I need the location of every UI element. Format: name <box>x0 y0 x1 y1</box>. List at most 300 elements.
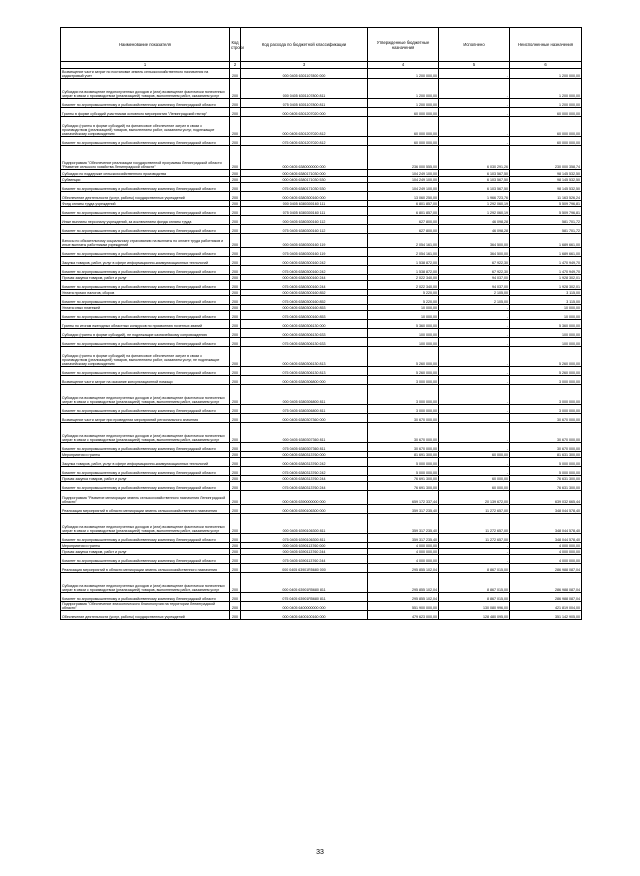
row-executed-amount: - <box>439 376 510 385</box>
row-classification-code: 075 0405 6301107800 811 <box>241 99 368 108</box>
column-number: 2 <box>230 62 241 69</box>
row-remaining-amount: 1 200 000,00 <box>510 99 582 108</box>
row-line-code: 200 <box>230 192 241 201</box>
row-line-code: 200 <box>230 549 241 555</box>
row-remaining-amount: 3 115,00 <box>510 296 582 305</box>
row-classification-code: 075 0405 6390113760 244 <box>241 555 368 564</box>
row-executed-amount: 364 500,00 <box>439 234 510 248</box>
row-line-code: 200 <box>230 177 241 183</box>
row-classification-code: 000 0405 6380000000 000 <box>241 146 368 170</box>
row-indicator-name: Возмещение части затрат при проведении мероприятий регионального значения <box>61 414 230 423</box>
row-executed-amount: - <box>439 405 510 414</box>
row-line-code: 200 <box>230 108 241 117</box>
row-classification-code: 000 0405 6390113760 244 <box>241 549 368 555</box>
row-approved-amount: 30 670 000,00 <box>368 443 439 452</box>
row-approved-amount: 6 801 857,00 <box>368 201 439 207</box>
row-indicator-name: Комитет по агропромышленному и рыбохозяйственному комплексу Ленинградской области <box>61 311 230 320</box>
row-remaining-amount: 1 928 302,01 <box>510 281 582 290</box>
table-row <box>61 99 582 108</box>
row-approved-amount: 659 172 337,44 <box>368 491 439 505</box>
row-approved-amount: 5 000 000,00 <box>368 458 439 467</box>
row-line-code: 200 <box>230 183 241 192</box>
row-indicator-name: Субсидии на возмещение недополученных доходов и (или) возмещение фактически понесенных затрат в связи с производством (реализацией) товаров, выполнением работ, оказанием услуг <box>61 79 230 99</box>
table-row <box>61 602 582 611</box>
row-classification-code: 000 0405 6380300160 111 <box>241 201 368 207</box>
table-row <box>61 376 582 385</box>
row-line-code: 200 <box>230 385 241 405</box>
row-remaining-amount: 76 631 300,00 <box>510 482 582 491</box>
row-approved-amount: 2 054 161,00 <box>368 248 439 257</box>
row-classification-code: 075 0405 6380300160 853 <box>241 311 368 320</box>
table-row <box>61 296 582 305</box>
row-executed-amount: 11 272 657,00 <box>439 534 510 543</box>
row-indicator-name: Гранты в форме субсидий участникам основного мероприятия "Ленинградский гектар" <box>61 108 230 117</box>
row-classification-code: 000 0405 6301207020 000 <box>241 108 368 117</box>
table-row <box>61 555 582 564</box>
row-remaining-amount: 30 670 000,00 <box>510 423 582 443</box>
row-classification-code: 075 0405 6380306130 813 <box>241 367 368 376</box>
row-remaining-amount: 4 000 000,00 <box>510 555 582 564</box>
row-approved-amount: 236 000 555,00 <box>368 146 439 170</box>
row-classification-code: 000 0405 6380313760 000 <box>241 452 368 458</box>
table-row <box>61 79 582 99</box>
row-classification-code: 000 0405 6380300160 242 <box>241 257 368 266</box>
row-indicator-name: Субвенции <box>61 177 230 183</box>
row-indicator-name: Гранты по итогам ежегодных областных конкурсов по присвоению почетных званий <box>61 320 230 329</box>
row-line-code: 200 <box>230 611 241 620</box>
row-indicator-name: Комитет по агропромышленному и рыбохозяйственному комплексу Ленинградской области <box>61 266 230 275</box>
row-approved-amount: 627 800,00 <box>368 225 439 234</box>
row-line-code: 200 <box>230 305 241 311</box>
row-classification-code: 000 0405 6380313760 244 <box>241 476 368 482</box>
table-row <box>61 505 582 514</box>
table-row <box>61 281 582 290</box>
row-remaining-amount: 30 670 000,00 <box>510 443 582 452</box>
row-executed-amount: - <box>439 458 510 467</box>
row-executed-amount: 2 105,00 <box>439 296 510 305</box>
table-row <box>61 320 582 329</box>
row-remaining-amount: 581 701,72 <box>510 225 582 234</box>
row-approved-amount: 104 249 100,00 <box>368 170 439 177</box>
row-classification-code: 000 0405 6390106300 811 <box>241 514 368 534</box>
row-line-code: 200 <box>230 405 241 414</box>
column-number: 6 <box>510 62 582 69</box>
row-remaining-amount: 348 044 578,40 <box>510 514 582 534</box>
row-remaining-amount: 81 631 300,00 <box>510 452 582 458</box>
row-indicator-name: Комитет по агропромышленному и рыбохозяйственному комплексу Ленинградской области <box>61 296 230 305</box>
row-approved-amount: 6 801 857,00 <box>368 207 439 216</box>
row-line-code: 200 <box>230 514 241 534</box>
row-remaining-amount: 286 988 087,04 <box>510 564 582 573</box>
row-approved-amount: 76 691 300,00 <box>368 476 439 482</box>
row-remaining-amount: 1 200 000,00 <box>510 69 582 79</box>
row-executed-amount: 6 103 567,50 <box>439 170 510 177</box>
row-approved-amount: 3 000 000,00 <box>368 385 439 405</box>
budget-execution-table <box>60 27 582 620</box>
row-indicator-name: Уплата иных платежей <box>61 305 230 311</box>
row-indicator-name: Прочая закупка товаров, работ и услуг <box>61 549 230 555</box>
column-number: 1 <box>61 62 230 69</box>
row-executed-amount: 130 080 996,00 <box>439 602 510 611</box>
row-classification-code: 075 0405 6380300160 112 <box>241 225 368 234</box>
row-approved-amount: 359 317 235,40 <box>368 514 439 534</box>
row-remaining-amount: 11 163 526,24 <box>510 192 582 201</box>
row-approved-amount: 5 260 000,00 <box>368 367 439 376</box>
table-row <box>61 207 582 216</box>
row-remaining-amount: 5 509 796,81 <box>510 201 582 207</box>
row-approved-amount: 5 260 000,00 <box>368 347 439 367</box>
row-indicator-name: Комитет по агропромышленному и рыбохозяйственному комплексу Ленинградской области <box>61 482 230 491</box>
row-classification-code: 000 0405 6400000000 000 <box>241 602 368 611</box>
row-remaining-amount: 3 000 000,00 <box>510 385 582 405</box>
row-indicator-name: Закупка товаров, работ, услуг в сфере информационно-коммуникационных технологий <box>61 458 230 467</box>
row-classification-code: 000 0405 6301207020 812 <box>241 117 368 137</box>
row-remaining-amount: 60 000 000,00 <box>510 108 582 117</box>
row-remaining-amount: 1 470 949,70 <box>510 257 582 266</box>
row-line-code: 200 <box>230 207 241 216</box>
row-indicator-name: Комитет по агропромышленному и рыбохозяйственному комплексу Ленинградской области <box>61 405 230 414</box>
row-approved-amount: 5 000 000,00 <box>368 467 439 476</box>
row-line-code: 200 <box>230 296 241 305</box>
header-executed: Исполнено <box>439 28 510 62</box>
row-executed-amount: - <box>439 385 510 405</box>
row-remaining-amount: 5 509 796,81 <box>510 207 582 216</box>
table-row <box>61 443 582 452</box>
row-remaining-amount: 5 260 000,00 <box>510 347 582 367</box>
row-classification-code: 000 0405 6301107800 811 <box>241 79 368 99</box>
row-executed-amount: - <box>439 305 510 311</box>
row-approved-amount: 359 317 235,40 <box>368 505 439 514</box>
row-remaining-amount: 4 000 000,00 <box>510 543 582 549</box>
table-row <box>61 216 582 225</box>
row-approved-amount: 479 623 000,00 <box>368 611 439 620</box>
row-classification-code: 000 0405 6380307360 000 <box>241 414 368 423</box>
row-approved-amount: 1 200 000,00 <box>368 79 439 99</box>
row-line-code: 200 <box>230 593 241 602</box>
row-classification-code: 000 0405 6380300160 853 <box>241 305 368 311</box>
row-approved-amount: 100 000,00 <box>368 329 439 338</box>
row-line-code: 200 <box>230 452 241 458</box>
row-remaining-amount: 60 000 000,00 <box>510 117 582 137</box>
header-line-code: Код строки <box>230 28 241 62</box>
row-approved-amount: 76 691 300,00 <box>368 482 439 491</box>
row-executed-amount: - <box>439 549 510 555</box>
row-approved-amount: 5 220,00 <box>368 296 439 305</box>
row-executed-amount: 60 000,00 <box>439 476 510 482</box>
row-classification-code: 000 0405 6380306130 813 <box>241 347 368 367</box>
row-approved-amount: 10 000,00 <box>368 311 439 320</box>
row-line-code: 200 <box>230 491 241 505</box>
row-indicator-name: Закупка товаров, работ, услуг в сфере информационно-коммуникационных технологий <box>61 257 230 266</box>
row-indicator-name: Комитет по агропромышленному и рыбохозяйственному комплексу Ленинградской области <box>61 225 230 234</box>
row-line-code: 200 <box>230 79 241 99</box>
table-row <box>61 257 582 266</box>
row-approved-amount: 10 000,00 <box>368 305 439 311</box>
row-remaining-amount: 3 000 000,00 <box>510 405 582 414</box>
row-executed-amount: - <box>439 443 510 452</box>
row-executed-amount: - <box>439 467 510 476</box>
row-remaining-amount: 3 000 000,00 <box>510 376 582 385</box>
row-line-code: 200 <box>230 414 241 423</box>
row-classification-code: 075 0405 6390106300 811 <box>241 534 368 543</box>
row-classification-code: 075 0405 6380300160 244 <box>241 281 368 290</box>
table-row <box>61 385 582 405</box>
row-classification-code: 000 0405 6380300160 852 <box>241 290 368 296</box>
row-executed-amount: 11 272 657,00 <box>439 514 510 534</box>
row-classification-code: 000 0405 63901R5680 811 <box>241 573 368 593</box>
row-classification-code: 000 0405 6301107800 000 <box>241 69 368 79</box>
row-line-code: 200 <box>230 458 241 467</box>
row-approved-amount: 4 000 000,00 <box>368 543 439 549</box>
row-indicator-name: Комитет по агропромышленному и рыбохозяйственному комплексу Ленинградской области <box>61 338 230 347</box>
row-approved-amount: 2 054 161,00 <box>368 234 439 248</box>
table-row <box>61 467 582 476</box>
row-executed-amount: 67 922,30 <box>439 257 510 266</box>
row-executed-amount: 94 037,00 <box>439 275 510 281</box>
row-approved-amount: 5 220,00 <box>368 290 439 296</box>
row-executed-amount: 128 480 095,00 <box>439 611 510 620</box>
row-remaining-amount: 348 044 578,40 <box>510 505 582 514</box>
row-indicator-name: Комитет по агропромышленному и рыбохозяйственному комплексу Ленинградской области <box>61 281 230 290</box>
row-indicator-name: Субсидии на возмещение недополученных доходов и (или) возмещение фактически понесенных затрат в связи с производством (реализацией) товаров, выполнением работ, оказанием услуг <box>61 514 230 534</box>
table-row <box>61 458 582 467</box>
row-line-code: 200 <box>230 69 241 79</box>
row-executed-amount: 1 966 723,76 <box>439 192 510 201</box>
row-classification-code: 000 0405 6390106300 000 <box>241 505 368 514</box>
row-line-code: 200 <box>230 347 241 367</box>
row-remaining-amount: 100 000,00 <box>510 338 582 347</box>
row-executed-amount: - <box>439 137 510 146</box>
row-executed-amount: 2 105,00 <box>439 290 510 296</box>
header-approved: Утвержденные бюджетные назначения <box>368 28 439 62</box>
table-row <box>61 248 582 257</box>
row-approved-amount: 2 022 340,00 <box>368 275 439 281</box>
row-indicator-name: Обеспечение деятельности (услуг, работы) государственных учреждений <box>61 192 230 201</box>
row-classification-code: 000 0405 6380300160 244 <box>241 275 368 281</box>
row-remaining-amount: 5 360 000,00 <box>510 320 582 329</box>
row-remaining-amount: 98 145 532,50 <box>510 183 582 192</box>
header-indicator-name: Наименование показателя <box>61 28 230 62</box>
row-classification-code: 000 0405 6380300160 112 <box>241 216 368 225</box>
row-line-code: 200 <box>230 423 241 443</box>
row-approved-amount: 30 670 000,00 <box>368 423 439 443</box>
row-executed-amount: 60 000,00 <box>439 482 510 491</box>
row-indicator-name: Комитет по агропромышленному и рыбохозяйственному комплексу Ленинградской области <box>61 555 230 564</box>
row-remaining-amount: 421 819 004,00 <box>510 602 582 611</box>
page-number: 33 <box>316 849 324 856</box>
row-executed-amount: - <box>439 117 510 137</box>
row-indicator-name: Субсидии на возмещение недополученных доходов и (или) возмещение фактически понесенных затрат в связи с производством (реализацией) товаров, выполнением работ, оказанием услуг <box>61 385 230 405</box>
row-remaining-amount: 348 044 578,40 <box>510 534 582 543</box>
row-classification-code: 000 0405 6380313760 242 <box>241 458 368 467</box>
row-classification-code: 075 0405 6380171030 530 <box>241 183 368 192</box>
row-remaining-amount: 30 670 000,00 <box>510 414 582 423</box>
row-indicator-name: Субсидии по поддержке сельскохозяйственного производства <box>61 170 230 177</box>
row-line-code: 200 <box>230 543 241 549</box>
column-number: 3 <box>241 62 368 69</box>
row-classification-code: 075 0405 6380313760 244 <box>241 482 368 491</box>
row-line-code: 200 <box>230 266 241 275</box>
row-executed-amount: - <box>439 79 510 99</box>
table-row <box>61 347 582 367</box>
table-row <box>61 234 582 248</box>
table-row <box>61 491 582 505</box>
row-executed-amount: 1 292 060,19 <box>439 201 510 207</box>
row-indicator-name: Комитет по агропромышленному и рыбохозяйственному комплексу Ленинградской области <box>61 207 230 216</box>
row-executed-amount: - <box>439 414 510 423</box>
row-approved-amount: 60 000 000,00 <box>368 137 439 146</box>
table-row <box>61 482 582 491</box>
row-approved-amount: 81 691 300,00 <box>368 452 439 458</box>
row-classification-code: 000 0405 6380171030 530 <box>241 177 368 183</box>
row-line-code: 200 <box>230 257 241 266</box>
row-executed-amount: 11 272 657,00 <box>439 505 510 514</box>
row-line-code: 200 <box>230 146 241 170</box>
table-row <box>61 611 582 620</box>
row-remaining-amount: 230 000 358,74 <box>510 146 582 170</box>
row-remaining-amount: 1 689 661,00 <box>510 248 582 257</box>
row-line-code: 200 <box>230 234 241 248</box>
row-line-code: 200 <box>230 564 241 573</box>
row-line-code: 200 <box>230 443 241 452</box>
row-executed-amount: 46 098,28 <box>439 216 510 225</box>
row-classification-code: 075 0405 6380306130 633 <box>241 338 368 347</box>
row-classification-code: 000 0405 6380306800 000 <box>241 376 368 385</box>
row-remaining-amount: 3 115,00 <box>510 290 582 296</box>
row-approved-amount: 30 670 000,00 <box>368 414 439 423</box>
row-remaining-amount: 5 260 000,00 <box>510 367 582 376</box>
row-line-code: 200 <box>230 320 241 329</box>
table-row <box>61 146 582 170</box>
row-executed-amount: - <box>439 311 510 320</box>
table-body <box>61 69 582 620</box>
row-approved-amount: 60 000 000,00 <box>368 108 439 117</box>
row-executed-amount: - <box>439 543 510 549</box>
row-classification-code: 075 0405 6380300160 111 <box>241 207 368 216</box>
row-line-code: 200 <box>230 248 241 257</box>
row-approved-amount: 4 000 000,00 <box>368 555 439 564</box>
row-remaining-amount: 639 032 665,44 <box>510 491 582 505</box>
row-remaining-amount: 351 142 905,00 <box>510 611 582 620</box>
row-remaining-amount: 4 000 000,00 <box>510 549 582 555</box>
row-indicator-name: Реализация мероприятий в области мелиорации земель сельскохозяйственного назначения <box>61 564 230 573</box>
row-remaining-amount: 1 470 949,70 <box>510 266 582 275</box>
header-classification-code: Код расхода по бюджетной классификации <box>241 28 368 62</box>
row-remaining-amount: 98 145 532,50 <box>510 177 582 183</box>
row-classification-code: 000 0405 6390000000 000 <box>241 491 368 505</box>
row-classification-code: 075 0405 6380300160 119 <box>241 248 368 257</box>
row-line-code: 200 <box>230 281 241 290</box>
table-row <box>61 414 582 423</box>
row-executed-amount: 8 867 015,00 <box>439 593 510 602</box>
table-row <box>61 534 582 543</box>
table-header-row <box>61 28 582 62</box>
table-row <box>61 514 582 534</box>
row-indicator-name: Комитет по агропромышленному и рыбохозяйственному комплексу Ленинградской области <box>61 467 230 476</box>
row-line-code: 200 <box>230 476 241 482</box>
row-executed-amount: - <box>439 320 510 329</box>
row-executed-amount: 6 030 291,26 <box>439 146 510 170</box>
row-approved-amount: 295 855 102,04 <box>368 564 439 573</box>
row-approved-amount: 1 200 000,00 <box>368 69 439 79</box>
row-approved-amount: 100 000,00 <box>368 338 439 347</box>
row-indicator-name: Подпрограмма "Обеспечение реализации государственной программы Ленинградской области "Развитие сельского хозяйства Ленинградской области" <box>61 146 230 170</box>
column-number-row <box>61 62 582 69</box>
row-classification-code: 075 0405 63901R5680 811 <box>241 593 368 602</box>
header-remaining: Неисполненные назначения <box>510 28 582 62</box>
row-executed-amount: 94 037,00 <box>439 281 510 290</box>
row-executed-amount: - <box>439 347 510 367</box>
row-executed-amount: 6 103 567,50 <box>439 177 510 183</box>
row-remaining-amount: 100 000,00 <box>510 329 582 338</box>
row-line-code: 200 <box>230 201 241 207</box>
row-remaining-amount: 1 928 302,01 <box>510 275 582 281</box>
row-indicator-name: Подпрограмма "Обеспечение эпизоотического благополучия на территории Ленинградской области" <box>61 602 230 611</box>
table-row <box>61 593 582 602</box>
row-indicator-name: Взносы по обязательному социальному страхованию на выплаты по оплате труда работников и иные выплаты работникам учреждений <box>61 234 230 248</box>
row-classification-code: 000 0405 6390113760 000 <box>241 543 368 549</box>
table-row <box>61 69 582 79</box>
row-line-code: 200 <box>230 216 241 225</box>
row-classification-code: 075 0405 6380306800 811 <box>241 405 368 414</box>
row-approved-amount: 5 360 000,00 <box>368 320 439 329</box>
row-classification-code: 075 0405 6380307360 811 <box>241 443 368 452</box>
row-classification-code: 075 0405 6380313760 242 <box>241 467 368 476</box>
table-row <box>61 192 582 201</box>
row-approved-amount: 104 249 100,00 <box>368 177 439 183</box>
row-approved-amount: 13 060 250,00 <box>368 192 439 201</box>
row-remaining-amount: 10 000,00 <box>510 305 582 311</box>
row-indicator-name: Прочая закупка товаров, работ и услуг <box>61 476 230 482</box>
row-executed-amount: - <box>439 329 510 338</box>
row-indicator-name: Мероприятия и гранты <box>61 543 230 549</box>
row-indicator-name: Субсидии на возмещение недополученных доходов и (или) возмещение фактически понесенных затрат в связи с производством (реализацией) товаров, выполнением работ, оказанием услуг <box>61 423 230 443</box>
row-indicator-name: Иные выплаты персоналу учреждений, за исключением фонда оплаты труда <box>61 216 230 225</box>
row-indicator-name: Фонд оплаты труда учреждений <box>61 201 230 207</box>
row-indicator-name: Субсидии (гранты в форме субсидий) на финансовое обеспечение затрат в связи с производством (реализацией) товаров, выполнением работ, оказанием услуг, не подлежащие казначейскому сопровождению <box>61 347 230 367</box>
row-indicator-name: Возмещение части затрат по постановке земель сельскохозяйственного назначения на кадастровый учет <box>61 69 230 79</box>
row-executed-amount: 6 103 567,50 <box>439 183 510 192</box>
row-approved-amount: 3 000 000,00 <box>368 376 439 385</box>
table-row <box>61 117 582 137</box>
row-executed-amount: 364 500,00 <box>439 248 510 257</box>
row-approved-amount: 60 000 000,00 <box>368 117 439 137</box>
row-classification-code: 000 0405 6400100160 000 <box>241 611 368 620</box>
row-classification-code: 000 0405 6380306800 811 <box>241 385 368 405</box>
table-row <box>61 311 582 320</box>
row-classification-code: 000 0405 6380306130 633 <box>241 329 368 338</box>
row-classification-code: 000 0405 6380300160 119 <box>241 234 368 248</box>
row-remaining-amount: 581 701,72 <box>510 216 582 225</box>
row-line-code: 200 <box>230 534 241 543</box>
row-executed-amount: - <box>439 69 510 79</box>
row-indicator-name: Субсидии (гранты в форме субсидий) на финансовое обеспечение затрат в связи с производством (реализацией) товаров, выполнением работ, оказанием услуг, подлежащие казначейскому сопровождению <box>61 117 230 137</box>
table-row <box>61 405 582 414</box>
row-remaining-amount: 286 988 087,04 <box>510 593 582 602</box>
table-row <box>61 423 582 443</box>
row-approved-amount: 4 000 000,00 <box>368 549 439 555</box>
row-executed-amount: 60 000,00 <box>439 452 510 458</box>
row-line-code: 200 <box>230 367 241 376</box>
row-approved-amount: 295 855 102,04 <box>368 593 439 602</box>
row-line-code: 200 <box>230 555 241 564</box>
row-approved-amount: 551 900 000,00 <box>368 602 439 611</box>
row-executed-amount: 8 867 015,00 <box>439 564 510 573</box>
row-line-code: 200 <box>230 225 241 234</box>
row-indicator-name: Комитет по агропромышленному и рыбохозяйственному комплексу Ленинградской области <box>61 137 230 146</box>
table-row <box>61 564 582 573</box>
row-indicator-name: Возмещение части затрат на оказание консультационной помощи <box>61 376 230 385</box>
